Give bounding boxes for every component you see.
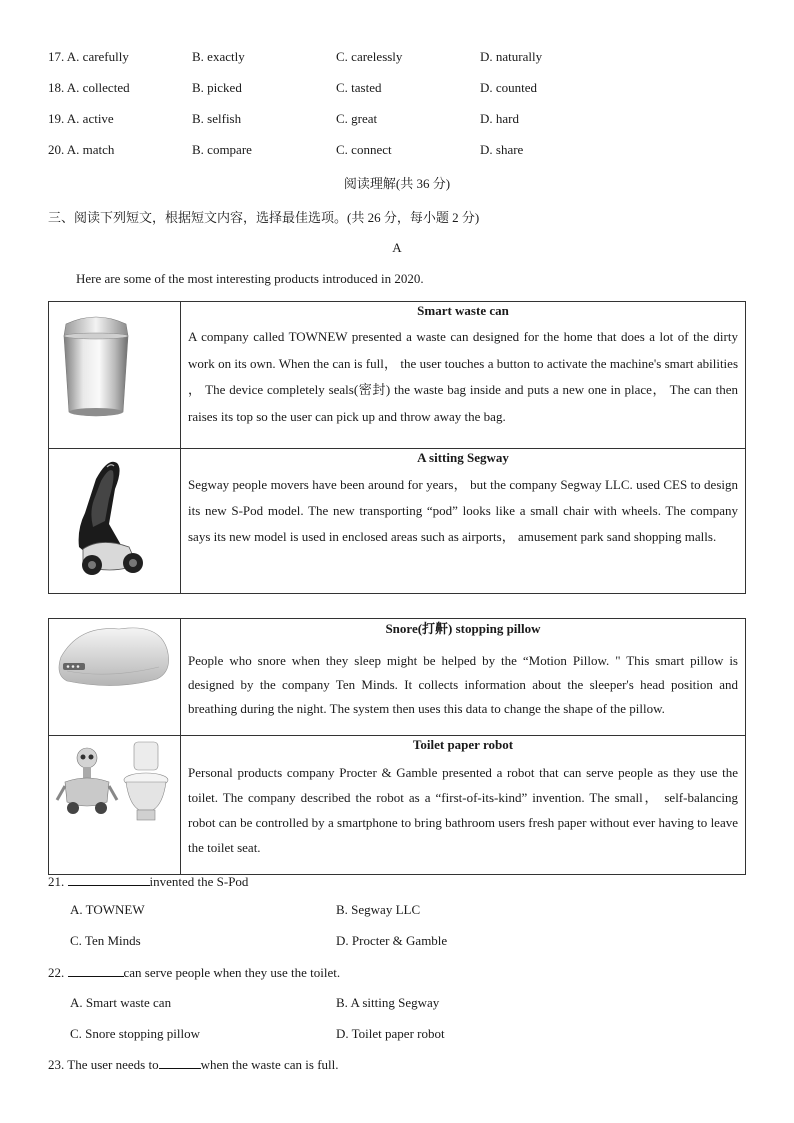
product-title: Snore(打鼾) stopping pillow <box>385 621 541 636</box>
product-text-cell <box>181 449 746 594</box>
question-17 <box>0 49 794 65</box>
product-row-snore-pillow <box>49 619 746 736</box>
product-description: People who snore when they sleep might be helped by the “Motion Pillow. " This smart pillow is designed by the company Ten Minds. It collects information about the sleeper's head position and breathing during the night. The system then uses this data to change the shape of the pillow. <box>188 653 738 716</box>
products-table-2 <box>48 618 746 875</box>
product-row-toilet-robot <box>49 736 746 875</box>
answer-blank[interactable] <box>68 964 124 977</box>
option-c: C. carelessly <box>336 49 403 64</box>
option-a: 20. A. match <box>48 142 115 157</box>
option-21b: B. Segway LLC <box>336 902 421 917</box>
question-number: 21. <box>48 874 65 889</box>
product-description: Segway people movers have been around for years， but the company Segway LLC. used CES to design its new S-Pod model. The new transporting “pod” looks like a small chair with wheels. The company says its new model is used in enclosed areas such as airports， amusement park sand shopping malls. <box>188 477 738 544</box>
option-21d: D. Procter & Gamble <box>336 933 448 948</box>
product-image-cell <box>49 619 181 736</box>
passage-intro: Here are some of the most interesting products introduced in 2020. <box>76 271 424 286</box>
option-22c: C. Snore stopping pillow <box>70 1026 201 1041</box>
option-22a: A. Smart waste can <box>70 995 172 1010</box>
toilet-robot-image <box>49 736 180 870</box>
question-23 <box>48 1056 339 1073</box>
answer-blank[interactable] <box>159 1056 201 1069</box>
option-a: 17. A. carefully <box>48 49 129 64</box>
question-stem-post: when the waste can is full. <box>200 1057 339 1072</box>
product-image-cell <box>49 736 181 875</box>
question-stem: invented the S-Pod <box>149 874 249 889</box>
option-b: B. exactly <box>192 49 245 64</box>
product-row-smart-waste-can <box>49 302 746 449</box>
product-title: Toilet paper robot <box>412 737 514 752</box>
option-21c: C. Ten Minds <box>70 933 141 948</box>
section-heading: 阅读理解(共 36 分) <box>343 176 451 191</box>
product-title: A sitting Segway <box>417 450 509 465</box>
question-18 <box>0 80 794 96</box>
product-text-cell <box>181 736 746 875</box>
product-text-cell <box>181 619 746 736</box>
question-number: 23. <box>48 1057 65 1072</box>
product-title: Smart waste can <box>417 303 509 318</box>
option-b: B. picked <box>192 80 242 95</box>
option-a: 19. A. active <box>48 111 114 126</box>
product-text-cell <box>181 302 746 449</box>
option-c: C. great <box>336 111 378 126</box>
question-19 <box>0 111 794 127</box>
option-b: B. selfish <box>192 111 242 126</box>
passage-letter: A <box>392 240 402 255</box>
option-21a: A. TOWNEW <box>70 902 145 917</box>
option-d: D. hard <box>480 111 519 126</box>
option-d: D. share <box>480 142 524 157</box>
question-21 <box>48 873 248 890</box>
option-b: B. compare <box>192 142 252 157</box>
option-c: C. connect <box>336 142 392 157</box>
product-description: A company called TOWNEW presented a waste can designed for the home that does a lot of the dirty work on its own. When the can is full， the user touches a button to activate the machine's smart abilities ， The device completely seals(密封) the waste bag inside and puts a new one in place， The can then raises its top so the user can pick up and throw away the bag. <box>188 329 738 424</box>
option-22b: B. A sitting Segway <box>336 995 440 1010</box>
segway-image <box>49 449 180 589</box>
pillow-image <box>49 619 180 731</box>
option-d: D. counted <box>480 80 538 95</box>
question-number: 22. <box>48 965 65 980</box>
product-description: Personal products company Procter & Gamble presented a robot that can serve people as they use the toilet. The company described the robot as a “first-of-its-kind” invention. The small， self-balancing robot can be controlled by a smartphone to bring bathroom users fresh paper without ever having to leave the toilet seat. <box>188 765 738 855</box>
waste-can-image <box>49 302 180 444</box>
question-stem: can serve people when they use the toilet. <box>123 965 341 980</box>
section-instruction: 三、阅读下列短文，根据短文内容，选择最佳选项。(共 26 分，每小题 2 分) <box>48 210 480 225</box>
product-image-cell <box>49 449 181 594</box>
question-stem-pre: The user needs to <box>67 1057 159 1072</box>
option-22d: D. Toilet paper robot <box>336 1026 445 1041</box>
option-d: D. naturally <box>480 49 543 64</box>
question-22 <box>48 964 340 981</box>
answer-blank[interactable] <box>68 873 150 886</box>
question-20 <box>0 142 794 158</box>
option-c: C. tasted <box>336 80 382 95</box>
option-a: 18. A. collected <box>48 80 130 95</box>
products-table-1 <box>48 301 746 594</box>
product-image-cell <box>49 302 181 449</box>
product-row-sitting-segway <box>49 449 746 594</box>
